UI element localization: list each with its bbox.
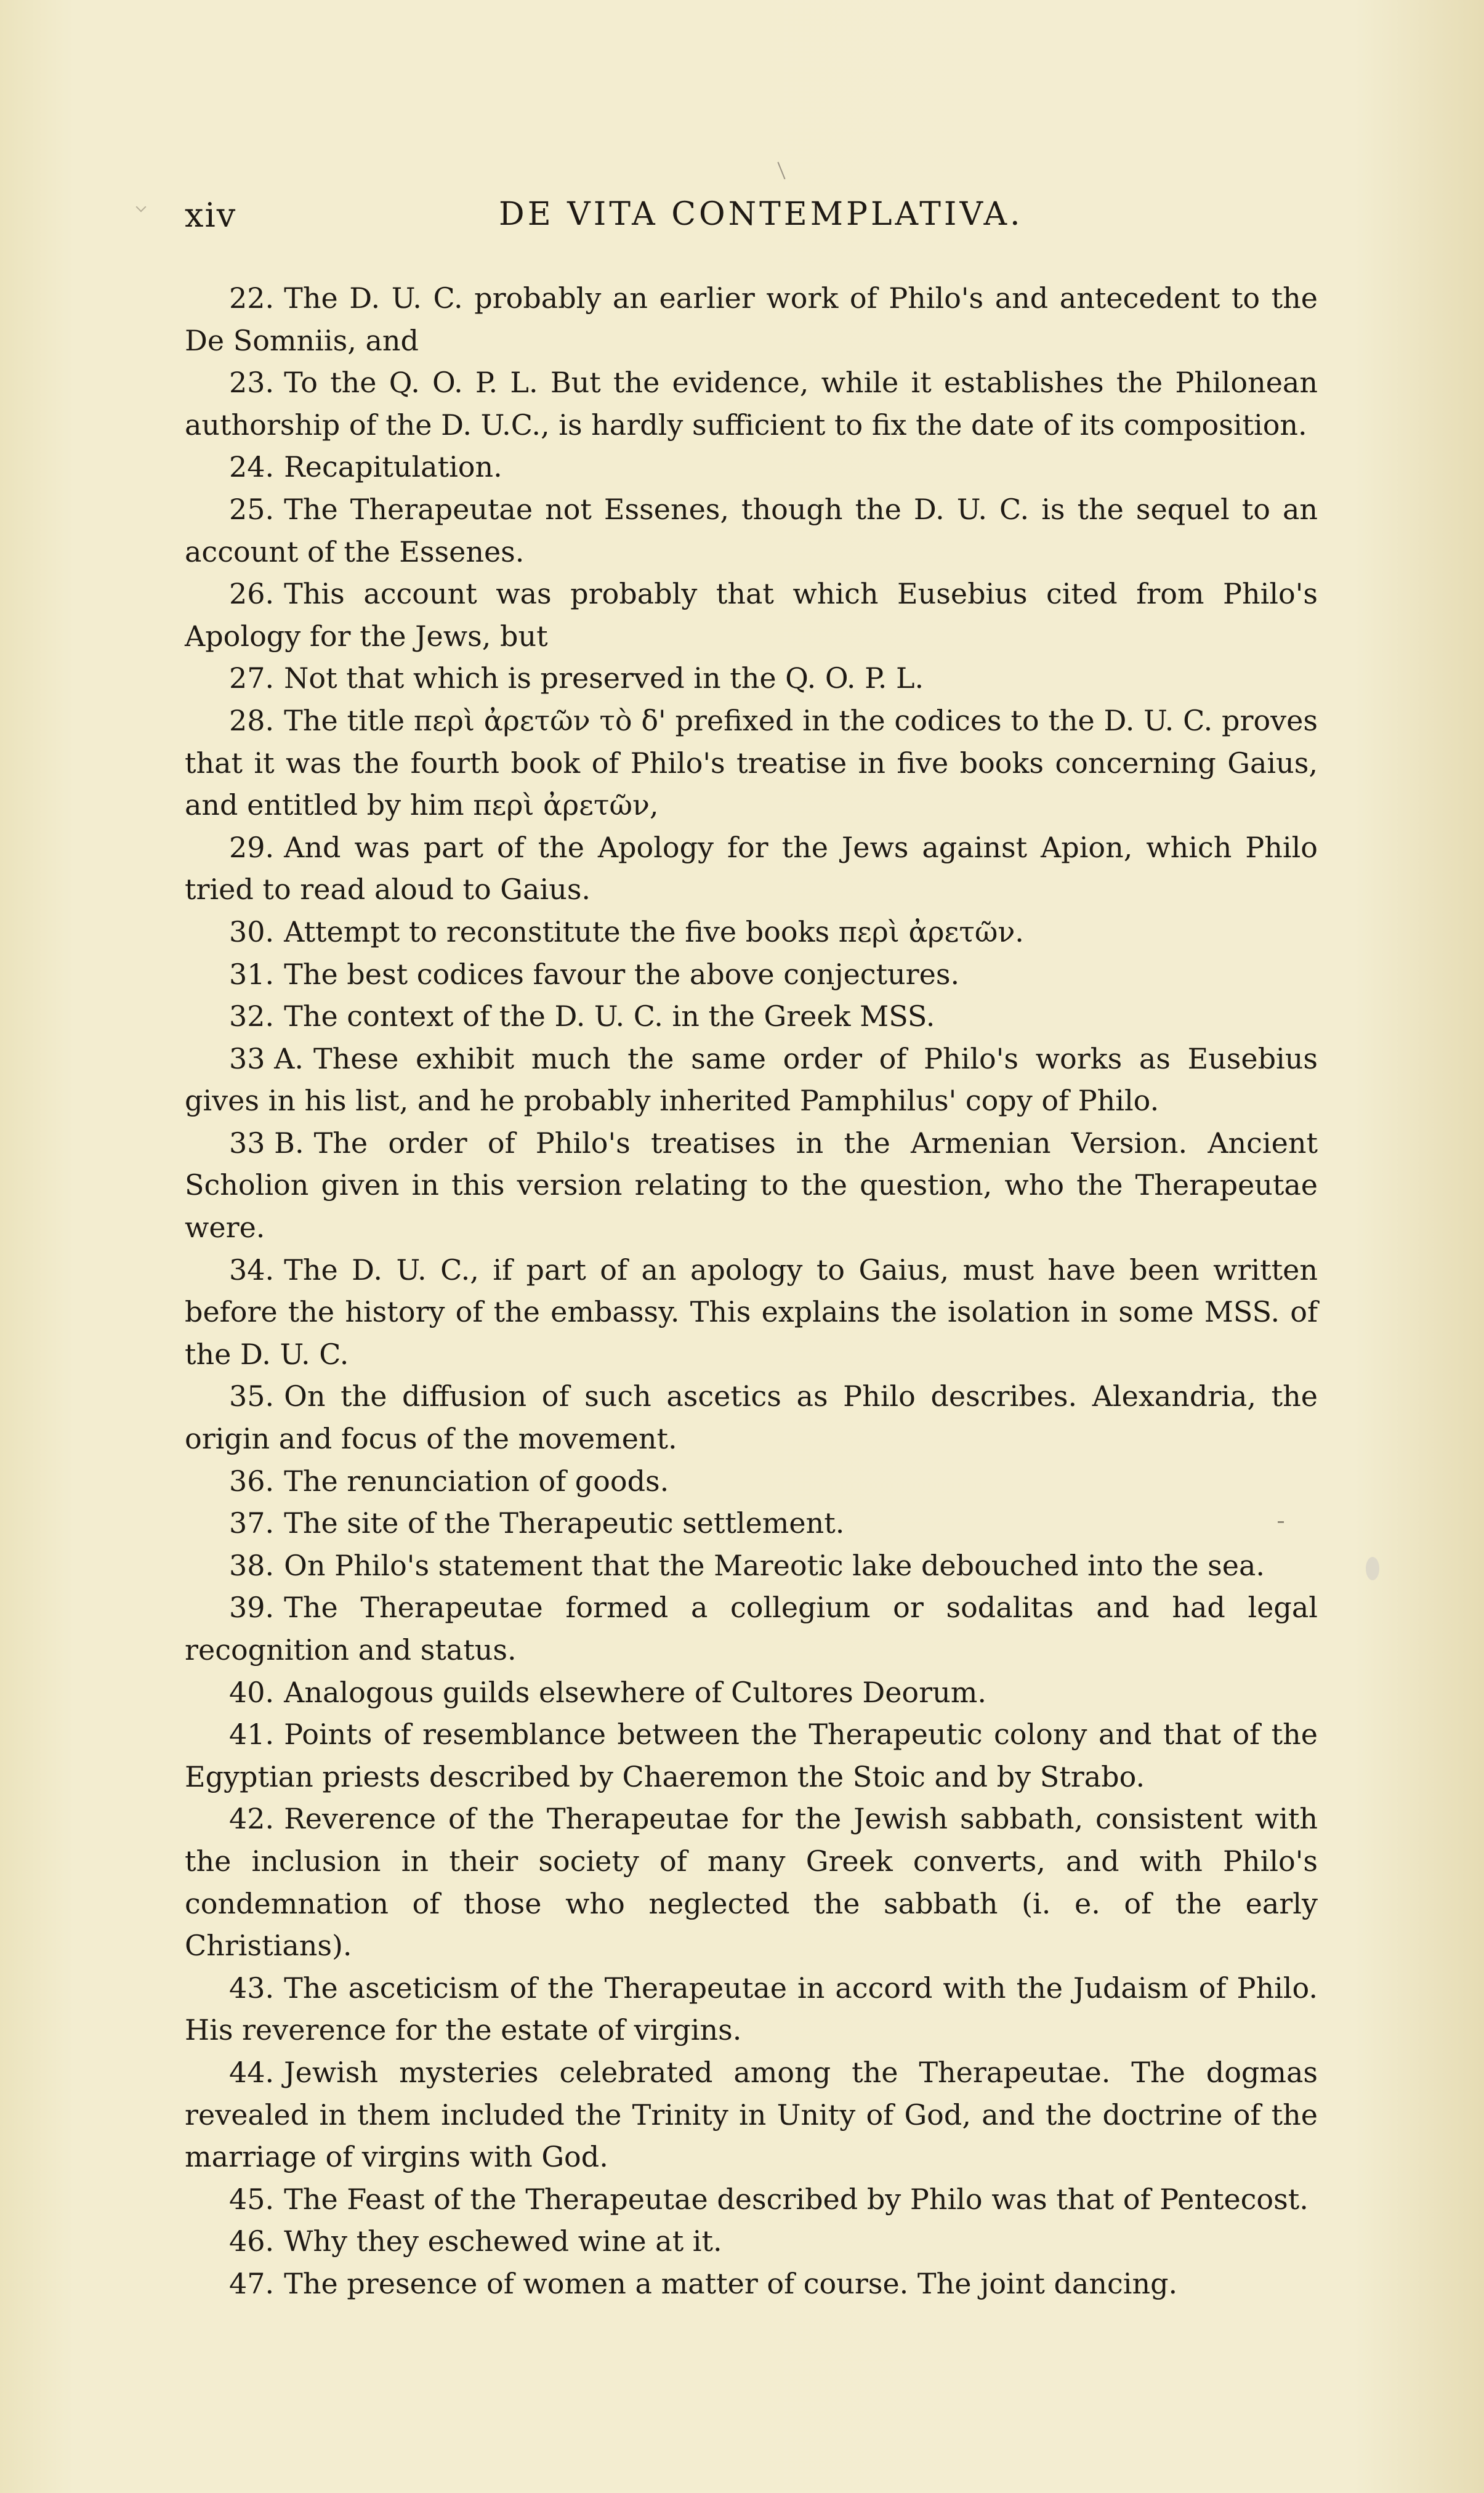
entry-number: 27. [229, 661, 275, 695]
entry-text: The site of the Therapeutic settlement. [284, 1506, 845, 1540]
list-item [185, 1586, 1318, 1671]
entry-text: On the diffusion of such ascetics as Philo describes. Alexandria, the origin and focus of the movement. [185, 1380, 1318, 1456]
entry-text: And was part of the Apology for the Jews against Apion, which Philo tried to read aloud to Gaius. [185, 830, 1318, 907]
entry-number: 35. [229, 1380, 275, 1413]
entry-text: Jewish mysteries celebrated among the Therapeutae. The dogmas revealed in them included the Trinity in Unity of God, and the doctrine of the marriage of virgins with God. [185, 2055, 1318, 2174]
entry-number: 31. [229, 957, 275, 991]
entry-text: The renunciation of goods. [284, 1464, 669, 1498]
contents-list [185, 277, 1318, 2305]
entry-text: Attempt to reconstitute the five books περὶ ἀρετῶν. [284, 915, 1024, 948]
list-item [185, 700, 1318, 826]
list-item [185, 995, 1318, 1038]
entry-text: This account was probably that which Eusebius cited from Philo's Apology for the Jews, but [185, 577, 1318, 653]
entry-number: 34. [229, 1253, 275, 1287]
ink-speck [1278, 1521, 1284, 1523]
entry-text: The presence of women a matter of course. The joint dancing. [284, 2266, 1178, 2300]
list-item [185, 2178, 1318, 2221]
entry-number: 26. [229, 577, 275, 611]
list-item [185, 1713, 1318, 1798]
entry-number: 40. [229, 1675, 275, 1709]
entry-text: On Philo's statement that the Mareotic lake debouched into the sea. [284, 1548, 1265, 1582]
entry-number: 47. [229, 2266, 275, 2300]
list-item [185, 2263, 1318, 2305]
list-item [185, 1967, 1318, 2051]
running-head [185, 196, 1318, 245]
list-item [185, 1038, 1318, 1122]
entry-number: 32. [229, 1000, 275, 1033]
list-item [185, 1460, 1318, 1503]
entry-number: 37. [229, 1506, 275, 1540]
list-item [185, 1249, 1318, 1376]
list-item [185, 2220, 1318, 2263]
paper-blemish [1366, 1557, 1379, 1580]
corner-mark [136, 202, 147, 212]
entry-number: 42. [229, 1802, 275, 1836]
entry-text: Analogous guilds elsewhere of Cultores Deorum. [284, 1675, 986, 1709]
entry-text: The D. U. C. probably an earlier work of Philo's and antecedent to the De Somniis, and [185, 281, 1318, 357]
list-item [185, 488, 1318, 573]
entry-number: 24. [229, 450, 275, 484]
list-item [185, 1671, 1318, 1714]
entry-text: Why they eschewed wine at it. [284, 2224, 722, 2258]
entry-text: The context of the D. U. C. in the Greek MSS. [284, 1000, 935, 1033]
entry-number: 23. [229, 366, 275, 400]
list-item [185, 1502, 1318, 1545]
entry-number: 43. [229, 1971, 275, 2005]
ink-mark [777, 162, 785, 180]
entry-text: To the Q. O. P. L. But the evidence, while it establishes the Philonean authorship of the D. U.C., is hardly sufficient to fix the date of its composition. [185, 366, 1318, 442]
entry-number: 39. [229, 1591, 275, 1625]
list-item [185, 826, 1318, 911]
entry-number: 38. [229, 1548, 275, 1582]
entry-text: Not that which is preserved in the Q. O. P. L. [284, 661, 924, 695]
page-number: xiv [185, 196, 237, 235]
list-item [185, 911, 1318, 953]
list-item [185, 277, 1318, 362]
entry-number: 28. [229, 703, 275, 737]
entry-text: The Feast of the Therapeutae described by Philo was that of Pentecost. [284, 2182, 1309, 2216]
entry-number: 25. [229, 492, 275, 526]
entry-number: 30. [229, 915, 275, 948]
list-item [185, 2051, 1318, 2178]
entry-number: 45. [229, 2182, 275, 2216]
entry-number: 36. [229, 1464, 275, 1498]
entry-text: The asceticism of the Therapeutae in accord with the Judaism of Philo. His reverence for the estate of virgins. [185, 1971, 1318, 2047]
entry-text: The Therapeutae formed a collegium or sodalitas and had legal recognition and status. [185, 1591, 1318, 1667]
entry-number: 29. [229, 830, 275, 864]
list-item [185, 1122, 1318, 1249]
entry-text: The D. U. C., if part of an apology to Gaius, must have been written before the history of the embassy. This explains the isolation in some MSS. of the D. U. C. [185, 1253, 1318, 1371]
entry-number: 33 A. [229, 1041, 304, 1075]
entry-text: Reverence of the Therapeutae for the Jewish sabbath, consistent with the inclusion in their society of many Greek converts, and with Philo's condemnation of those who neglected the sabbath (i. e. of the early Christians). [185, 1802, 1318, 1963]
list-item [185, 953, 1318, 996]
entry-text: These exhibit much the same order of Philo's works as Eusebius gives in his list, and he probably inherited Pamphilus' copy of Philo. [185, 1041, 1318, 1118]
entry-number: 22. [229, 281, 275, 315]
entry-text: The best codices favour the above conjectures. [284, 957, 960, 991]
list-item [185, 362, 1318, 446]
entry-number: 46. [229, 2224, 275, 2258]
list-item [185, 1798, 1318, 1966]
list-item [185, 1375, 1318, 1460]
list-item [185, 446, 1318, 488]
entry-text: Recapitulation. [284, 450, 502, 484]
entry-number: 33 B. [229, 1126, 304, 1160]
list-item [185, 657, 1318, 700]
list-item [185, 573, 1318, 657]
entry-text: The Therapeutae not Essenes, though the D. U. C. is the sequel to an account of the Essenes. [185, 492, 1318, 568]
list-item [185, 1545, 1318, 1587]
entry-number: 44. [229, 2055, 275, 2089]
entry-text: Points of resemblance between the Therapeutic colony and that of the Egyptian priests described by Chaeremon the Stoic and by Strabo. [185, 1718, 1318, 1793]
entry-text: The title περὶ ἀρετῶν τὸ δ' prefixed in the codices to the D. U. C. proves that it was the fourth book of Philo's treatise in five books concerning Gaius, and entitled by him περὶ ἀρετῶν, [185, 703, 1318, 822]
entry-number: 41. [229, 1718, 275, 1752]
entry-text: The order of Philo's treatises in the Armenian Version. Ancient Scholion given in this version relating to the question, who the Therapeutae were. [185, 1126, 1318, 1245]
page-title: DE VITA CONTEMPLATIVA. [499, 196, 1023, 233]
